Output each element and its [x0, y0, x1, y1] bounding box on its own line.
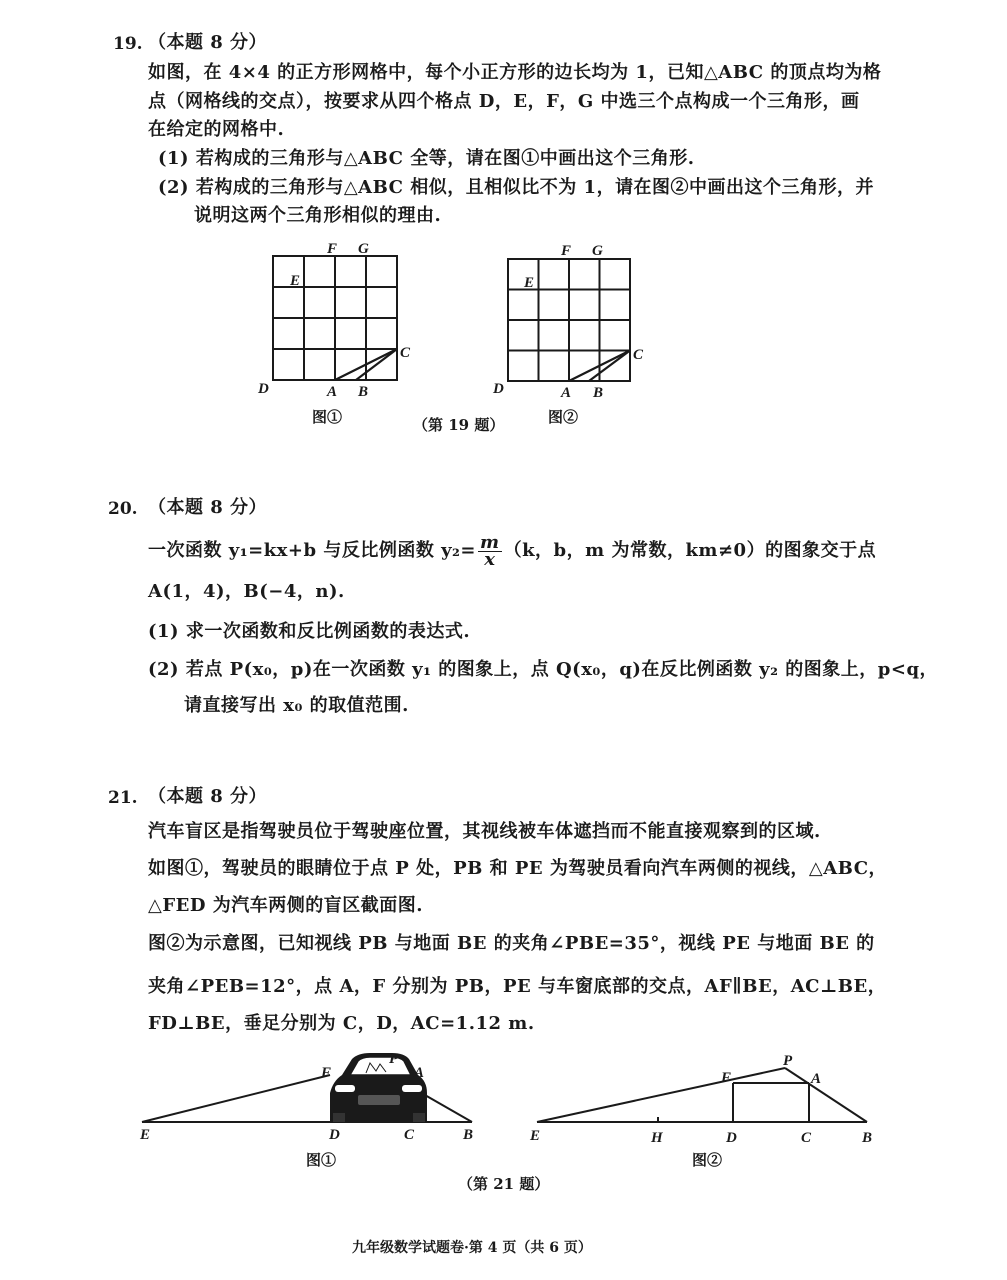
fig2-label-C: C — [633, 347, 644, 363]
q21-fig2-label-E: E — [530, 1128, 541, 1144]
q21-text-line2: 如图①，驾驶员的眼睛位于点 P 处，PB 和 PE 为驾驶员看向汽车两侧的视线，△ABC， — [148, 858, 888, 879]
q19-part2-line1: (2) 若构成的三角形与△ABC 相似，且相似比不为 1，请在图②中画出这个三角形，并 — [158, 177, 875, 198]
fig1-label-E: E — [290, 273, 301, 289]
q20-text-line1-end: （k，b，m 为常数，km≠0）的图象交于点 — [503, 540, 877, 561]
q21-figure2-schematic — [525, 1050, 885, 1150]
fig2-label-B: B — [593, 385, 604, 401]
q21-fig1-label-C: C — [404, 1127, 415, 1143]
q21-text-line4: 图②为示意图，已知视线 PB 与地面 BE 的夹角∠PBE=35°，视线 PE 与地面 BE 的 — [148, 933, 875, 954]
q21-fig1-label-D: D — [329, 1127, 340, 1143]
q19-part1: (1) 若构成的三角形与△ABC 全等，请在图①中画出这个三角形. — [158, 148, 695, 169]
q21-figure1-car — [130, 1045, 490, 1145]
car-icon — [330, 1053, 427, 1122]
q20-part1: (1) 求一次函数和反比例函数的表达式. — [148, 621, 471, 642]
q21-fig1-caption: 图① — [306, 1151, 337, 1169]
q20-fraction — [478, 531, 502, 570]
fig1-label-C: C — [400, 345, 411, 361]
q21-fig2-label-B: B — [862, 1130, 873, 1146]
q21-fig2-label-P: P — [783, 1053, 793, 1069]
q21-fig2-label-F: F — [721, 1070, 732, 1086]
fig2-label-A: A — [561, 385, 572, 401]
q21-text-line6: FD⊥BE，垂足分别为 C，D，AC=1.12 m. — [148, 1013, 535, 1034]
q20-text-line1-start: 一次函数 y₁=kx+b 与反比例函数 y₂= — [148, 540, 477, 561]
q20-score: （本题 8 分） — [148, 497, 268, 518]
fig2-label-F: F — [561, 243, 572, 259]
q21-fig1-label-P: P — [389, 1051, 399, 1067]
fig2-label-E: E — [524, 275, 535, 291]
q21-text-line1: 汽车盲区是指驾驶员位于驾驶座位置，其视线被车体遮挡而不能直接观察到的区域. — [148, 821, 821, 842]
q20-fraction-denominator: x — [484, 548, 496, 570]
q21-score: （本题 8 分） — [148, 786, 268, 807]
q19-fig1-caption: 图① — [312, 408, 343, 426]
q21-fig2-label-A: A — [811, 1071, 822, 1087]
q21-fig1-label-B: B — [463, 1127, 474, 1143]
q21-text-line3: △FED 为汽车两侧的盲区截面图. — [148, 895, 423, 916]
fig1-label-A: A — [327, 384, 338, 400]
q19-number: 19. — [113, 34, 143, 54]
q21-text-line5: 夹角∠PEB=12°，点 A，F 分别为 PB，PE 与车窗底部的交点，AF∥BE，AC⊥BE， — [148, 976, 887, 997]
q21-fig1-label-F: F — [321, 1065, 332, 1081]
q19-text-line1: 如图，在 4×4 的正方形网格中，每个小正方形的边长均为 1，已知△ABC 的顶点均为格 — [148, 62, 882, 83]
page-footer: 九年级数学试题卷·第 4 页（共 6 页） — [352, 1240, 592, 1256]
q21-fig1-label-A: A — [414, 1065, 425, 1081]
q21-fig2-label-D: D — [726, 1130, 737, 1146]
fig2-label-D: D — [493, 381, 504, 397]
q19-part2-line2: 说明这两个三角形相似的理由. — [194, 205, 442, 226]
q19-figure2-grid — [475, 235, 675, 410]
q20-fraction-numerator: m — [480, 531, 500, 553]
q21-fig2-label-H: H — [651, 1130, 663, 1146]
q21-fig2-caption: 图② — [692, 1151, 723, 1169]
q19-text-line3: 在给定的网格中. — [148, 119, 285, 140]
q19-text-line2: 点（网格线的交点），按要求从四个格点 D，E，F，G 中选三个点构成一个三角形，画 — [148, 91, 860, 112]
fig1-label-F: F — [327, 241, 338, 257]
fig1-label-B: B — [358, 384, 369, 400]
q21-number: 21. — [108, 788, 138, 808]
q21-fig2-label-C: C — [801, 1130, 812, 1146]
q20-text-line1 — [148, 531, 876, 575]
fig1-label-D: D — [258, 381, 269, 397]
q20-text-line2: A(1，4)，B(−4，n). — [148, 581, 345, 602]
q19-score: （本题 8 分） — [148, 32, 268, 53]
q19-figure1-grid — [240, 235, 440, 410]
q21-fig1-label-E: E — [140, 1127, 151, 1143]
q19-figure-caption: （第 19 题） — [413, 416, 505, 434]
q20-part2-line1: (2) 若点 P(x₀，p)在一次函数 y₁ 的图象上，点 Q(x₀，q)在反比例函数 y₂ 的图象上，p<q， — [148, 659, 939, 680]
fig1-label-G: G — [358, 241, 369, 257]
q21-figure-caption: （第 21 题） — [458, 1175, 550, 1193]
q20-number: 20. — [108, 499, 138, 519]
fig2-label-G: G — [592, 243, 603, 259]
q19-fig2-caption: 图② — [548, 408, 579, 426]
q20-part2-line2: 请直接写出 x₀ 的取值范围. — [184, 695, 409, 716]
